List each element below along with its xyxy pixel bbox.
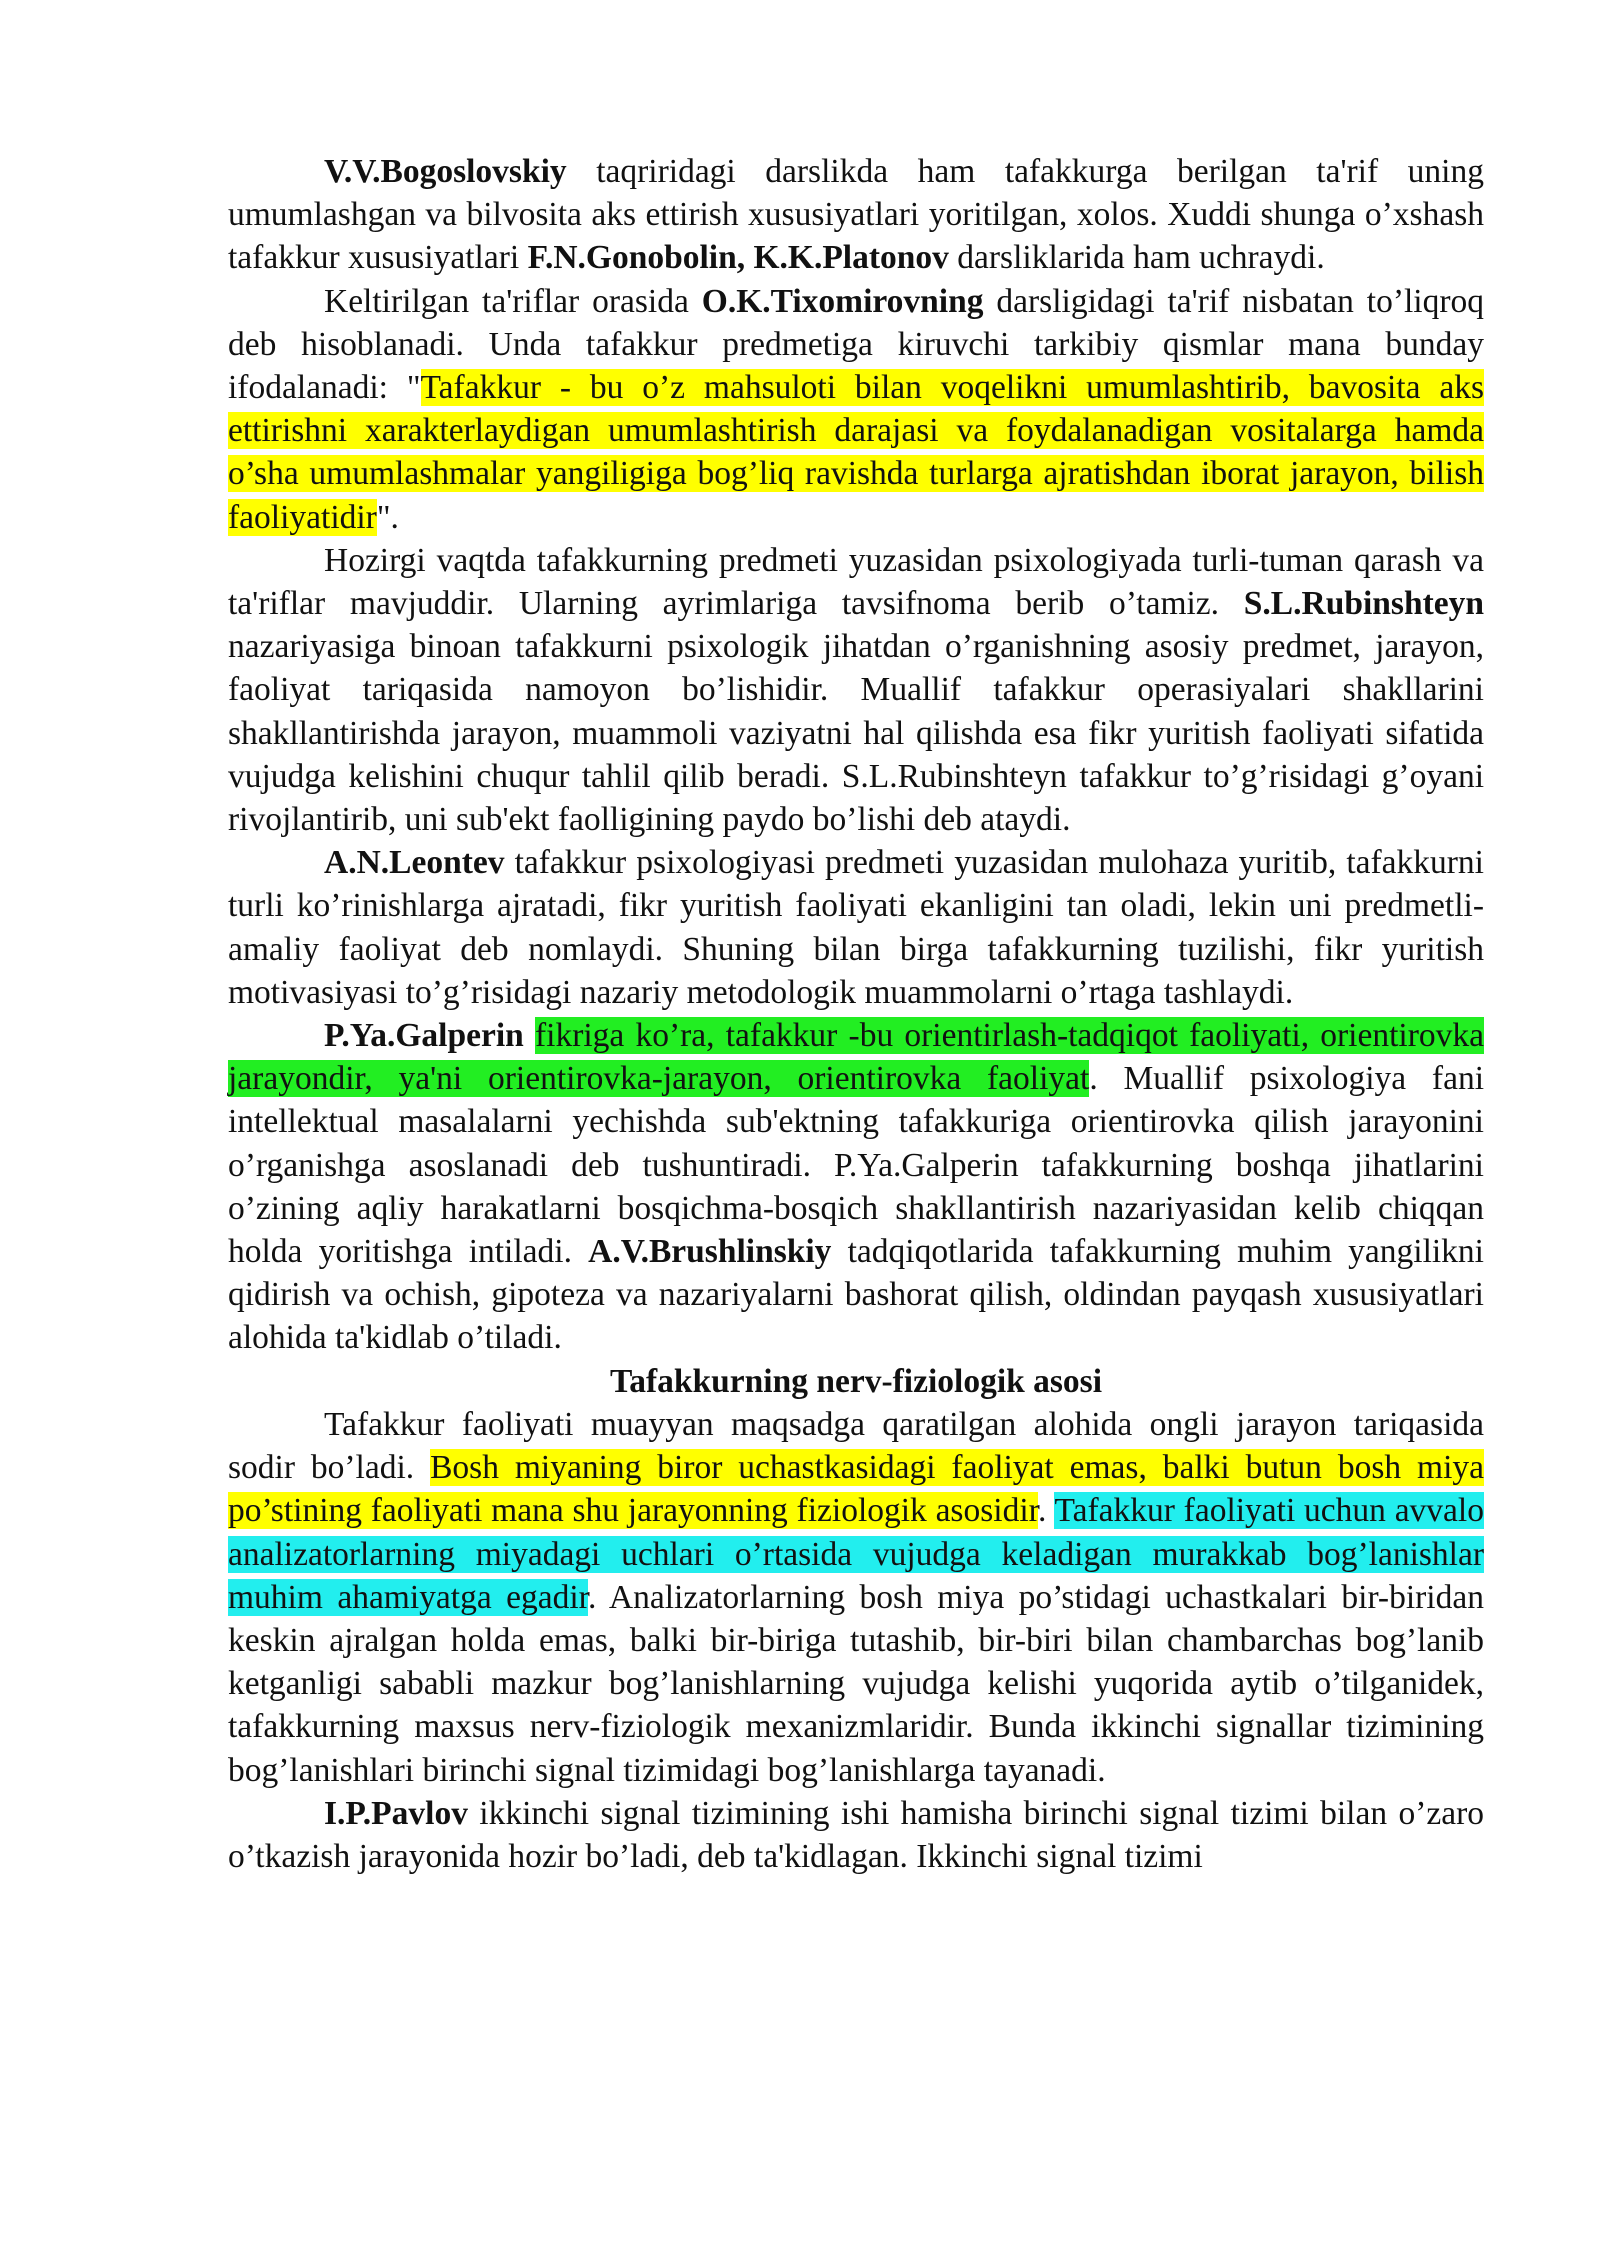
- body-paragraph: [228, 841, 1484, 1014]
- text-segment: darsligidagi ta'rif nisbatan to’liqroq deb hisoblanadi. Unda tafakkur predmetiga kiruvchi tarkibiy qismlar mana bunday ifodalanadi: ": [228, 282, 1484, 407]
- body-paragraph: [228, 539, 1484, 841]
- text-segment: ".: [376, 498, 399, 536]
- bold-text-segment: P.Ya.Galperin: [324, 1017, 524, 1055]
- highlighted-text-green: fikriga ko’ra, tafakkur -bu orientirlash-tadqiqot faoliyati, orientirovka jarayondir, ya'ni orientirovka-jarayon, orientirovka faoliyat: [228, 1017, 1484, 1098]
- body-paragraph: [228, 1014, 1484, 1360]
- text-segment: .: [1037, 1492, 1055, 1530]
- text-segment: darsliklarida ham uchraydi.: [948, 239, 1325, 277]
- section-heading: [228, 1360, 1484, 1403]
- text-segment: . Muallif psixologiya fani intellektual masalalarni yechishda sub'ektning tafakkuriga orientirovka qilish jarayonini o’rganishga asoslanadi deb tushuntiradi. P.Ya.Galperin tafakkurning boshqa jihatlarini o’zining aqliy harakatlarni bosqichma-bosqich shakllantirish nazariyasidan kelib chiqqan holda yoritishga intiladi.: [228, 1060, 1484, 1271]
- text-segment: Hozirgi vaqtda tafakkurning predmeti yuzasidan psixologiyada turli-tuman qarash va ta'riflar mavjuddir. Ularning ayrimlariga tavsifnoma berib o’tamiz.: [228, 541, 1484, 623]
- bold-text-segment: S.L.Rubinshteyn: [1243, 585, 1484, 623]
- text-segment: nazariyasiga binoan tafakkurni psixologik jihatdan o’rganishning asosiy predmet, jarayon, faoliyat tariqasida namoyon bo’lishidir. Muallif tafakkur operasiyalari shakllarini shakllantirishda jarayon, muammoli vaziyatni hal qilishda esa fikr yuritish faoliyati sifatida vujudga kelishini chuqur tahlil qilib beradi. S.L.Rubinshteyn tafakkur to’g’risidagi g’oyani rivojlantirib, uni sub'ekt faolligining paydo bo’lishi deb ataydi.: [228, 628, 1484, 839]
- bold-text-segment: F.N.Gonobolin, K.K.Platonov: [527, 239, 949, 277]
- body-paragraph: [228, 1403, 1484, 1792]
- highlighted-text-yellow: Bosh miyaning biror uchastkasidagi faoliyat emas, balki butun bosh miya po’stining faoliyati mana shu jarayonning fiziologik asosidir: [228, 1449, 1484, 1530]
- document-page: [228, 150, 1484, 1878]
- text-segment: [524, 1017, 535, 1054]
- body-paragraph: [228, 280, 1484, 539]
- highlighted-text-yellow: Tafakkur - bu o’z mahsuloti bilan voqelikni umumlashtirib, bavosita aks ettirishni xarakterlaydigan umumlashtirish darajasi va foydalanadigan vositalarga hamda o’sha umumlashmalar yangiligiga bog’liq ravishda turlarga ajratishdan iborat jarayon, bilish faoliyatidir: [228, 369, 1484, 536]
- text-segment: . Analizatorlarning bosh miya po’stidagi uchastkalari bir-biridan keskin ajralgan holda emas, balki bir-biriga tutashib, bir-biri bilan chambarchas bog’lanib ketganligi sababli mazkur bog’lanishlarning vujudga kelishi yuqorida aytib o’tilganidek, tafakkurning maxsus nerv-fiziologik mexanizmlaridir. Bunda ikkinchi signallar tizimining bog’lanishlari birinchi signal tizimidagi bog’lanishlarga tayanadi.: [228, 1578, 1484, 1789]
- text-segment: ikkinchi signal tizimining ishi hamisha birinchi signal tizimi bilan o’zaro o’tkazish jarayonida hozir bo’ladi, deb ta'kidlagan. Ikkinchi signal tizimi: [228, 1794, 1484, 1875]
- bold-text-segment: A.V.Brushlinskiy: [588, 1233, 832, 1271]
- text-segment: Tafakkur faoliyati muayyan maqsadga qaratilgan alohida ongli jarayon tariqasida sodir bo’ladi.: [228, 1405, 1484, 1487]
- bold-text-segment: Tafakkurning nerv-fiziologik asosi: [609, 1362, 1103, 1400]
- bold-text-segment: A.N.Leontev: [324, 844, 505, 882]
- bold-text-segment: O.K.Tixomirovning: [701, 282, 984, 320]
- bold-text-segment: I.P.Pavlov: [324, 1794, 468, 1832]
- bold-text-segment: V.V.Bogoslovskiy: [324, 153, 567, 190]
- text-segment: tadqiqotlarida tafakkurning muhim yangilikni qidirish va ochish, gipoteza va nazariyalarni bashorat qilish, oldindan payqash xususiyatlari alohida ta'kidlab o’tiladi.: [228, 1233, 1484, 1357]
- body-paragraph: [228, 150, 1484, 280]
- text-segment: Keltirilgan ta'riflar orasida: [324, 282, 702, 320]
- text-segment: taqriridagi darslikda ham tafakkurga berilgan ta'rif uning umumlashgan va bilvosita aks ettirish xususiyatlari yoritilgan, xolos. Xuddi shunga o’xshash tafakkur xususiyatlari: [228, 153, 1484, 277]
- body-paragraph: [228, 1792, 1484, 1878]
- text-segment: tafakkur psixologiyasi predmeti yuzasidan mulohaza yuritib, tafakkurni turli ko’rinishlarga ajratadi, fikr yuritish faoliyati ekanligini tan oladi, lekin uni predmetli-amaliy faoliyat deb nomlaydi. Shuning bilan birga tafakkurning tuzilishi, fikr yuritish motivasiyasi to’g’risidagi nazariy metodologik muammolarni o’rtaga tashlaydi.: [228, 844, 1484, 1011]
- highlighted-text-cyan: Tafakkur faoliyati uchun avvalo analizatorlarning miyadagi uchlari o’rtasida vujudga keladigan murakkab bog’lanishlar muhim ahamiyatga egadir: [228, 1492, 1484, 1616]
